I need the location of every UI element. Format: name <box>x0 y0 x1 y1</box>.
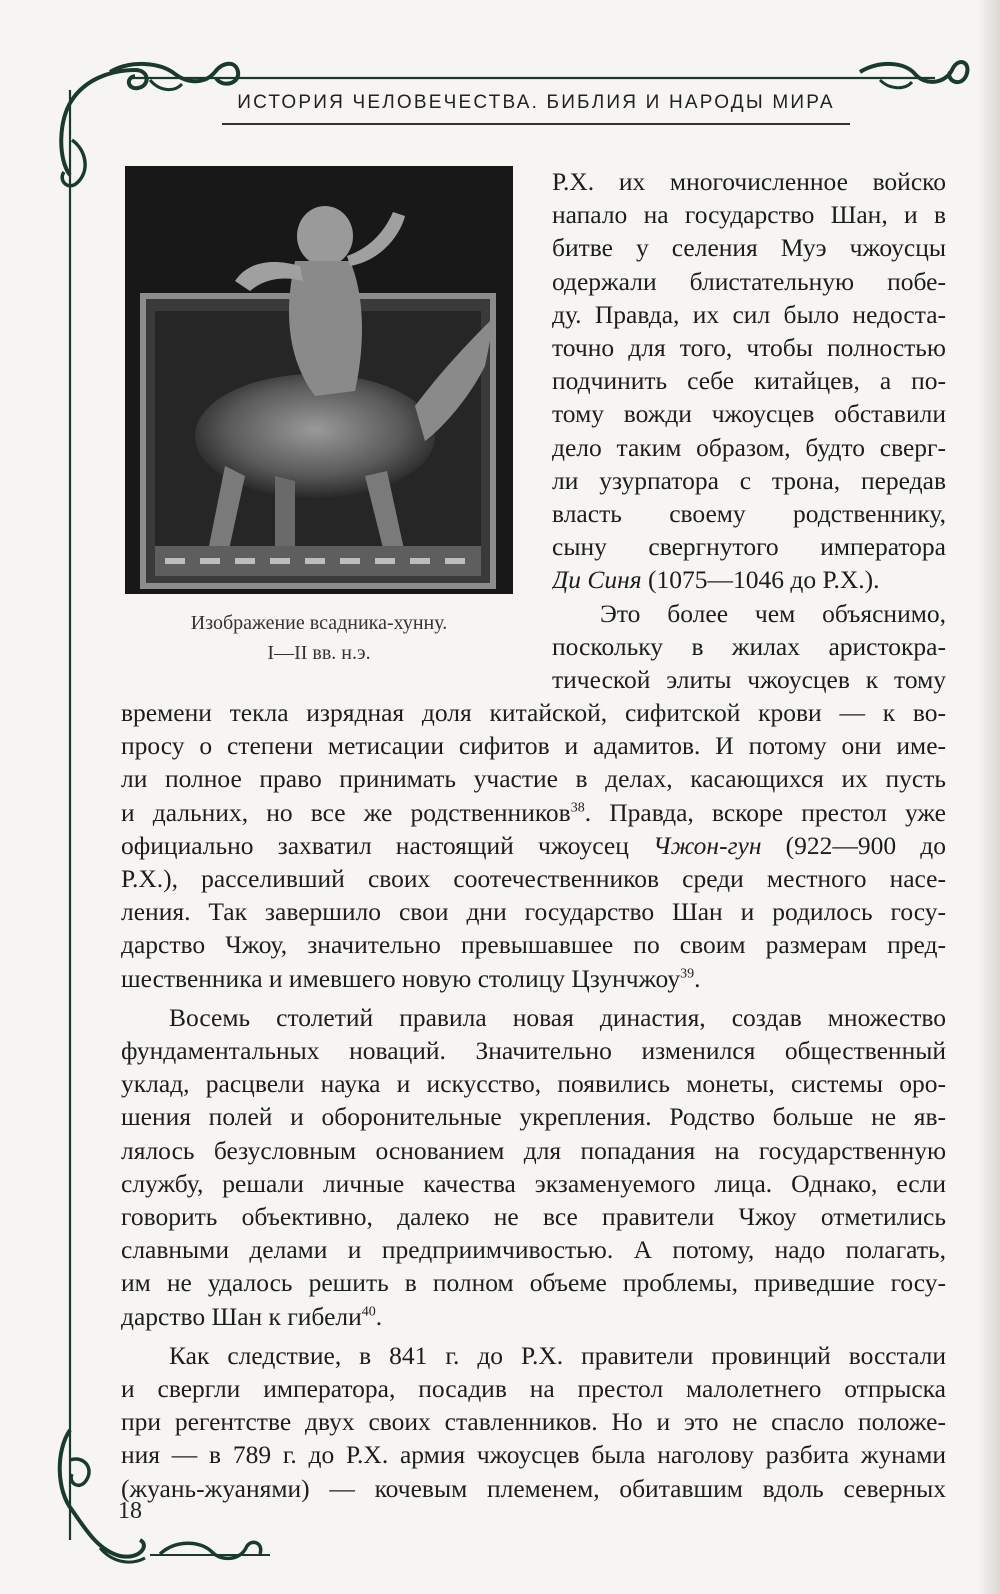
text-line: ния — в 789 г. до Р.Х. армия чжоусцев была наголову разбита жунами <box>121 1440 946 1470</box>
text-line: службу, решали личные качества экзаменуемого лица. Однако, если <box>121 1168 946 1198</box>
text-fragment: (922—900 до <box>761 830 946 860</box>
text-line: говорить объективно, далеко не все правители Чжоу отметились <box>121 1202 946 1232</box>
text-line: Как следствие, в 841 г. до Р.Х. правители провинций восстали <box>169 1340 946 1370</box>
text-line: Это более чем объяснимо, <box>600 598 946 628</box>
text-fragment: и дальних, но все же родственников <box>121 797 571 827</box>
text-line: времени текла изрядная доля китайской, сифитской крови — к во- <box>121 698 946 727</box>
text-line: шения полей и оборонительные укрепления. Родство больше не яв- <box>121 1102 946 1132</box>
text-line: и свергли императора, посадив на престол малолетнего отпрыска <box>121 1374 946 1404</box>
text-line: при регентстве двух своих ставленников. Но и это не спасло положе- <box>121 1407 946 1437</box>
text-fragment: дарство Шан к гибели <box>121 1301 362 1331</box>
binding-gutter-shadow <box>978 0 1000 1594</box>
text-line: ли узурпатора с трона, передав <box>552 465 946 495</box>
page-number: 18 <box>118 1498 142 1524</box>
text-line: (жуань-жуанями) — кочевым племенем, обитавшим вдоль северных <box>121 1473 946 1503</box>
figure-caption <box>125 608 513 668</box>
text-line: дарство Чжоу, значительно превышавшее по своим размерам пред- <box>121 930 946 960</box>
text-line: ления. Так завершило свои дни государство Шан и родилось госу- <box>121 897 946 927</box>
footnote-ref: 39 <box>680 966 695 982</box>
text-line <box>121 829 946 862</box>
italic-name: Ди Синя <box>552 565 642 595</box>
text-line: битве у селения Муэ чжоусцы <box>552 233 946 263</box>
text-fragment: . <box>694 963 701 993</box>
text-line: тому вожди чжоусцев обставили <box>552 399 946 429</box>
text-line <box>552 563 946 596</box>
text-line <box>121 962 946 995</box>
text-fragment: официально захватил настоящий чжоусец <box>121 830 654 860</box>
text-line: тической элиты чжоусцев к тому <box>552 665 946 695</box>
text-line: сыну свергнутого императора <box>552 532 946 562</box>
footnote-ref: 38 <box>570 800 585 816</box>
text-line: Р.Х.), расселивший своих соотечественников среди местного насе- <box>121 864 946 894</box>
footnote-ref: 40 <box>361 1304 376 1320</box>
text-line: дело таким образом, будто сверг- <box>552 432 946 462</box>
text-line: Восемь столетий правила новая династия, создав множество <box>169 1002 946 1032</box>
text-line <box>121 796 946 829</box>
text-line: просу о степени метисации сифитов и адамитов. И потому они име- <box>121 731 946 761</box>
text-fragment: . Правда, вскоре престол уже <box>584 797 946 827</box>
caption-line: Изображение всадника-хунну. <box>190 612 448 634</box>
text-line: одержали блистательную побе- <box>552 266 946 296</box>
text-fragment: . <box>375 1301 383 1331</box>
text-line: лялось безусловным основанием для попадания на государственную <box>121 1135 946 1165</box>
horseman-relief-image <box>125 166 513 594</box>
text-line: подчинить себе китайцев, а по- <box>552 366 946 396</box>
text-line: власть своему родственнику, <box>552 499 946 529</box>
text-line: фундаментальных новаций. Значительно изменился общественный <box>121 1036 946 1066</box>
text-fragment: шественника и имевшего новую столицу Цзунчжоу <box>121 963 681 993</box>
text-line <box>121 1300 946 1333</box>
text-line: ли полное право принимать участие в делах, касающихся их пусть <box>121 764 946 794</box>
text-line: напало на государство Шан, и в <box>552 200 946 230</box>
running-header: ИСТОРИЯ ЧЕЛОВЕЧЕСТВА. БИБЛИЯ И НАРОДЫ МИРА <box>237 92 835 113</box>
caption-line: I—II вв. н.э. <box>267 642 371 664</box>
text-line: ду. Правда, их сил было недоста- <box>552 299 946 329</box>
text-body-full <box>121 696 946 1505</box>
figure-photo <box>125 166 513 594</box>
text-column-right <box>552 165 946 696</box>
text-line: славными делами и предприимчивостью. А потому, надо полагать, <box>121 1235 946 1265</box>
text-line: уклад, расцвели наука и искусство, появились монеты, системы оро- <box>121 1069 946 1099</box>
text-line: точно для того, чтобы полностью <box>552 333 946 363</box>
italic-name: Чжон-гун <box>653 830 762 860</box>
text-fragment: (1075—1046 до Р.Х.). <box>641 565 880 595</box>
text-line: Р.Х. их многочисленное войско <box>552 167 946 196</box>
text-line: поскольку в жилах аристокра- <box>552 631 946 661</box>
text-line: им не удалось решить в полном объеме проблемы, приведшие госу- <box>121 1268 946 1298</box>
header-rule <box>222 123 850 125</box>
